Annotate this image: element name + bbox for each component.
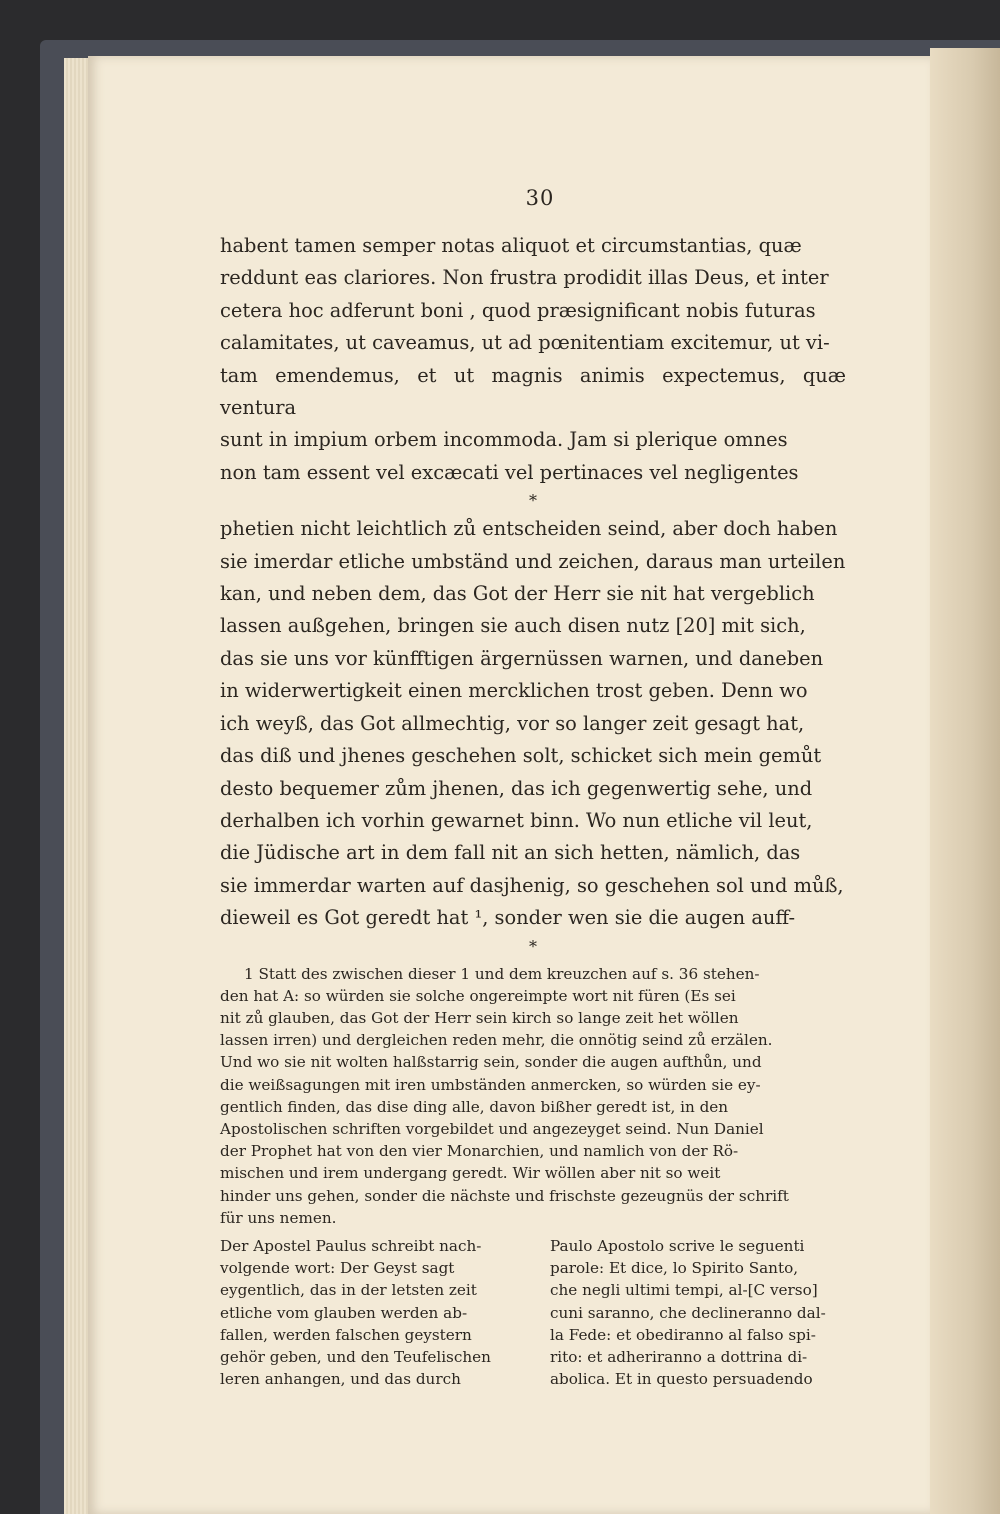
page-text-block — [220, 186, 846, 1390]
footnote: 1 Statt des zwischen dieser 1 und dem kreuzchen auf s. 36 stehen- den hat A: so würden sie solche ongereimpte wort nit füren (Es sei nit zů glauben, das Got der Herr sein kirch so lange zeit het wöllen lassen irren) und dergleichen reden mehr, die onnötig seind zů erzälen. Und wo sie nit wolten halßstarrig sein, sonder die augen aufthůn, und die weißsagungen mit iren umbständen anmercken, so würden sie ey- gentlich finden, das dise ding alle, davon bißher geredt ist, in den Apostolischen schriften vorgebildet und angezeyget seind. Nun Daniel der Prophet hat von den vier Monarchien, und namlich von der Rö- mischen und irem undergang geredt. Wir wöllen aber nit so weit hinder uns gehen, sonder die nächste und frischste gezeugnüs der schrift für uns nemen. — [220, 964, 789, 1227]
two-column-section — [220, 1235, 846, 1390]
german-paragraph: phetien nicht leichtlich zů entscheiden seind, aber doch haben sie imerdar etliche umbständ und zeichen, daraus man urteilen kan, und neben dem, das Got der Herr sie nit hat vergeblich lassen außgehen, bringen sie auch disen nutz [20] mit sich, das sie uns vor künfftigen ärgernüssen warnen, und daneben in widerwertigkeit einen mercklichen trost geben. Denn wo ich weyß, das Got allmechtig, vor so langer zeit gesagt hat, das diß und jhenes geschehen solt, schicket sich mein gemůt desto bequemer zům jhenen, das ich gegenwertig sehe, und derhalben ich vorhin gewarnet binn. Wo nun etliche vil leut, die Jüdische art in dem fall nit an sich hetten, nämlich, das sie immerdar warten auf dasjhenig, so geschehen sol und můß, dieweil es Got geredt hat ¹, sonder wen sie die augen auff- — [220, 517, 846, 930]
latin-paragraph: habent tamen semper notas aliquot et circumstantias, quæ reddunt eas clariores. Non frustra prodidit illas Deus, et inter cetera hoc adferunt boni , quod præsignificant nobis futuras calamitates, ut caveamus, ut ad pœnitentiam excitemur, ut vi- tam emendemus, et ut magnis animis expectemus, quæ ventura sunt in impium orbem incommoda. Jam si plerique omnes non tam essent vel excæcati vel pertinaces vel negligentes — [220, 234, 846, 484]
column-right-italian: Paulo Apostolo scrive le seguenti parole: Et dice, lo Spirito Santo, che negli ultimi tempi, al-[C verso] cuni saranno, che declineranno dal- la Fede: et obediranno al falso spi- rito: et adheriranno a dottrina di- abolica. Et in questo persuadendo — [550, 1236, 826, 1389]
book-fore-edge — [930, 48, 1000, 1514]
asterisk-separator: * — [529, 491, 537, 511]
column-left-german: Der Apostel Paulus schreibt nach- volgende wort: Der Geyst sagt eygentlich, das in der letsten zeit etliche vom glauben werden ab- fallen, werden falschen geystern gehör geben, und den Teufelischen leren anhangen, und das durch — [220, 1236, 491, 1389]
book-page — [88, 56, 930, 1514]
asterisk-separator: * — [529, 936, 537, 956]
page-number: 30 — [525, 186, 555, 210]
